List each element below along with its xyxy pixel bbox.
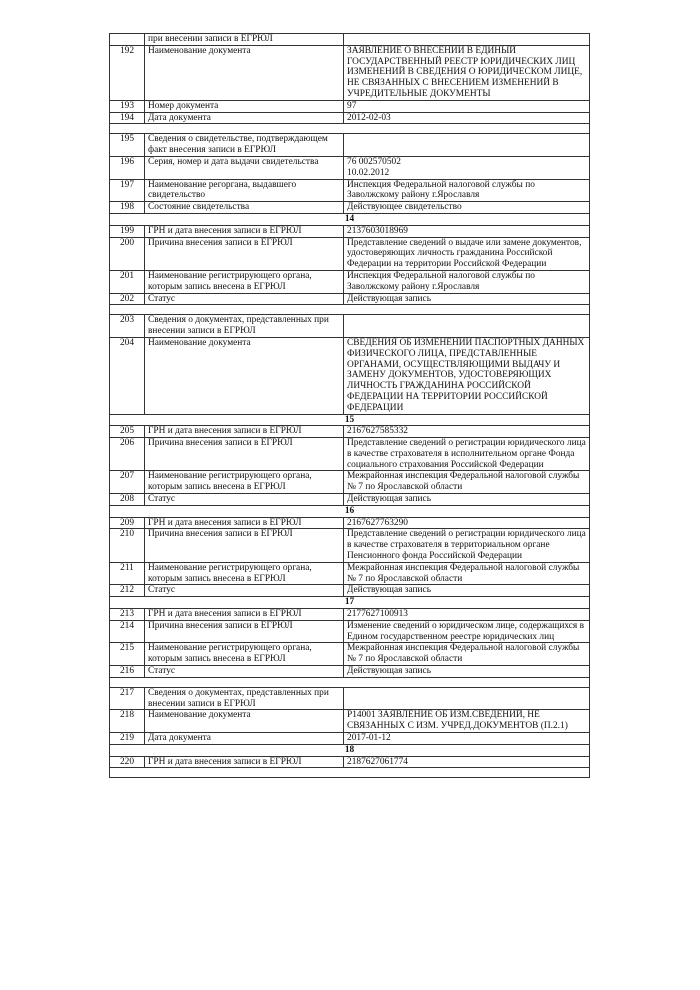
section-header-row — [110, 744, 590, 756]
field-value: Действующее свидетельство — [344, 202, 590, 214]
field-value: 2167627585332 — [344, 426, 590, 438]
section-number: 14 — [110, 213, 590, 225]
table-row — [110, 337, 590, 414]
table-row — [110, 225, 590, 237]
spacer-row — [110, 124, 590, 134]
field-label: Номер документа — [145, 100, 344, 112]
table-row — [110, 666, 590, 678]
field-label: Статус — [145, 494, 344, 506]
table-row — [110, 494, 590, 506]
table-row — [110, 45, 590, 100]
row-number: 218 — [110, 710, 145, 733]
field-value: Инспекция Федеральной налоговой службы по Заволжскому району г.Ярославля — [344, 179, 590, 202]
empty-cell — [110, 768, 145, 778]
table-row — [110, 237, 590, 270]
field-label: Сведения о документах, представленных при внесении записи в ЕГРЮЛ — [145, 687, 344, 710]
field-label: Сведения о документах, представленных при внесении записи в ЕГРЮЛ — [145, 315, 344, 338]
table-row — [110, 315, 590, 338]
table-row — [110, 529, 590, 562]
row-number: 202 — [110, 293, 145, 305]
row-number: 194 — [110, 112, 145, 124]
field-value: 2177627100913 — [344, 609, 590, 621]
field-value — [344, 34, 590, 46]
field-label: Статус — [145, 585, 344, 597]
field-label: Причина внесения записи в ЕГРЮЛ — [145, 529, 344, 562]
section-header-row — [110, 414, 590, 426]
empty-cell — [344, 305, 590, 315]
field-value — [344, 687, 590, 710]
table-row — [110, 517, 590, 529]
row-number: 211 — [110, 562, 145, 585]
field-label: Дата документа — [145, 112, 344, 124]
empty-cell — [145, 677, 344, 687]
spacer-row — [110, 677, 590, 687]
field-label: ГРН и дата внесения записи в ЕГРЮЛ — [145, 756, 344, 768]
field-label: Наименование регоргана, выдавшего свидетельство — [145, 179, 344, 202]
row-number: 212 — [110, 585, 145, 597]
table-row — [110, 202, 590, 214]
field-label: Причина внесения записи в ЕГРЮЛ — [145, 438, 344, 471]
field-label: Наименование документа — [145, 710, 344, 733]
table-body — [110, 34, 590, 778]
field-label: при внесении записи в ЕГРЮЛ — [145, 34, 344, 46]
field-label: Серия, номер и дата выдачи свидетельства — [145, 156, 344, 179]
field-label: Причина внесения записи в ЕГРЮЛ — [145, 620, 344, 643]
row-number: 203 — [110, 315, 145, 338]
row-number: 207 — [110, 471, 145, 494]
table-row — [110, 134, 590, 157]
field-value: Межрайонная инспекция Федеральной налоговой службы № 7 по Ярославской области — [344, 643, 590, 666]
row-number: 209 — [110, 517, 145, 529]
table-row — [110, 293, 590, 305]
field-label: Причина внесения записи в ЕГРЮЛ — [145, 237, 344, 270]
row-number: 219 — [110, 733, 145, 745]
field-label: ГРН и дата внесения записи в ЕГРЮЛ — [145, 609, 344, 621]
empty-cell — [145, 305, 344, 315]
table-row — [110, 585, 590, 597]
table-row — [110, 643, 590, 666]
table-row — [110, 426, 590, 438]
field-value: Представление сведений о выдаче или замене документов, удостоверяющих личность гражданина Российской Федерации на территории Российской Федерации — [344, 237, 590, 270]
row-number: 204 — [110, 337, 145, 414]
table-row — [110, 756, 590, 768]
field-label: Статус — [145, 666, 344, 678]
section-number: 18 — [110, 744, 590, 756]
field-label: Статус — [145, 293, 344, 305]
field-value: Представление сведений о регистрации юридического лица в качестве страхователя в территориальном органе Пенсионного фонда Российской Федерации — [344, 529, 590, 562]
field-label: Наименование документа — [145, 337, 344, 414]
field-label: Состояние свидетельства — [145, 202, 344, 214]
empty-cell — [344, 677, 590, 687]
field-value: Изменение сведений о юридическом лице, содержащихся в Едином государственном реестре юридических лиц — [344, 620, 590, 643]
row-number: 193 — [110, 100, 145, 112]
row-number: 192 — [110, 45, 145, 100]
table-row — [110, 471, 590, 494]
field-value: Представление сведений о регистрации юридического лица в качестве страхователя в исполнительном органе Фонда социального страхования Российской Федерации — [344, 438, 590, 471]
section-number: 17 — [110, 597, 590, 609]
row-number: 196 — [110, 156, 145, 179]
row-number: 208 — [110, 494, 145, 506]
empty-cell — [110, 124, 145, 134]
row-number: 215 — [110, 643, 145, 666]
field-label: ГРН и дата внесения записи в ЕГРЮЛ — [145, 517, 344, 529]
field-value: Межрайонная инспекция Федеральной налоговой службы № 7 по Ярославской области — [344, 562, 590, 585]
row-number: 205 — [110, 426, 145, 438]
field-value: Действующая запись — [344, 494, 590, 506]
row-number: 200 — [110, 237, 145, 270]
field-value: Действующая запись — [344, 666, 590, 678]
table-row — [110, 270, 590, 293]
empty-cell — [145, 124, 344, 134]
table-row — [110, 34, 590, 46]
field-label: Наименование документа — [145, 45, 344, 100]
row-number: 206 — [110, 438, 145, 471]
field-value: СВЕДЕНИЯ ОБ ИЗМЕНЕНИИ ПАСПОРТНЫХ ДАННЫХ ФИЗИЧЕСКОГО ЛИЦА, ПРЕДСТАВЛЕННЫЕ ОРГАНАМИ, ОСУЩЕСТВЛЯЮЩИМИ ВЫДАЧУ И ЗАМЕНУ ДОКУМЕНТОВ, УДОСТОВЕРЯЮЩИХ ЛИЧНОСТЬ ГРАЖДАНИНА РОССИЙСКОЙ ФЕДЕРАЦИИ НА ТЕРРИТОРИИ РОССИЙСКОЙ ФЕДЕРАЦИИ — [344, 337, 590, 414]
row-number: 213 — [110, 609, 145, 621]
row-number: 201 — [110, 270, 145, 293]
field-value: 76 002570502 10.02.2012 — [344, 156, 590, 179]
row-number: 195 — [110, 134, 145, 157]
table-row — [110, 438, 590, 471]
empty-cell — [344, 768, 590, 778]
row-number: 198 — [110, 202, 145, 214]
field-value: ЗАЯВЛЕНИЕ О ВНЕСЕНИИ В ЕДИНЫЙ ГОСУДАРСТВЕННЫЙ РЕЕСТР ЮРИДИЧЕСКИХ ЛИЦ ИЗМЕНЕНИЙ В СВЕДЕНИЯ О ЮРИДИЧЕСКОМ ЛИЦЕ, НЕ СВЯЗАННЫХ С ВНЕСЕНИЕМ ИЗМЕНЕНИЙ В УЧРЕДИТЕЛЬНЫЕ ДОКУМЕНТЫ — [344, 45, 590, 100]
table-row — [110, 562, 590, 585]
field-value: 2187627061774 — [344, 756, 590, 768]
field-value: Действующая запись — [344, 293, 590, 305]
field-value: 2017-01-12 — [344, 733, 590, 745]
spacer-row — [110, 768, 590, 778]
row-number: 199 — [110, 225, 145, 237]
row-number: 210 — [110, 529, 145, 562]
section-header-row — [110, 505, 590, 517]
field-label: ГРН и дата внесения записи в ЕГРЮЛ — [145, 426, 344, 438]
field-value: Межрайонная инспекция Федеральной налоговой службы № 7 по Ярославской области — [344, 471, 590, 494]
row-number: 214 — [110, 620, 145, 643]
field-value: 2167627763290 — [344, 517, 590, 529]
field-value: Инспекция Федеральной налоговой службы по Заволжскому району г.Ярославля — [344, 270, 590, 293]
table-row — [110, 100, 590, 112]
section-header-row — [110, 597, 590, 609]
row-number: 216 — [110, 666, 145, 678]
field-label: Наименование регистрирующего органа, которым запись внесена в ЕГРЮЛ — [145, 643, 344, 666]
section-number: 16 — [110, 505, 590, 517]
spacer-row — [110, 305, 590, 315]
table-row — [110, 620, 590, 643]
row-number: 217 — [110, 687, 145, 710]
field-label: ГРН и дата внесения записи в ЕГРЮЛ — [145, 225, 344, 237]
field-label: Наименование регистрирующего органа, которым запись внесена в ЕГРЮЛ — [145, 562, 344, 585]
field-label: Наименование регистрирующего органа, которым запись внесена в ЕГРЮЛ — [145, 270, 344, 293]
field-label: Сведения о свидетельстве, подтверждающем факт внесения записи в ЕГРЮЛ — [145, 134, 344, 157]
table-row — [110, 112, 590, 124]
table-row — [110, 733, 590, 745]
field-label: Дата документа — [145, 733, 344, 745]
field-value — [344, 315, 590, 338]
egrul-extract-table — [109, 33, 590, 778]
empty-cell — [344, 124, 590, 134]
empty-cell — [110, 677, 145, 687]
table-row — [110, 609, 590, 621]
section-number: 15 — [110, 414, 590, 426]
empty-cell — [145, 768, 344, 778]
field-value: Действующая запись — [344, 585, 590, 597]
table-row — [110, 156, 590, 179]
empty-cell — [110, 305, 145, 315]
section-header-row — [110, 213, 590, 225]
table-row — [110, 687, 590, 710]
field-label: Наименование регистрирующего органа, которым запись внесена в ЕГРЮЛ — [145, 471, 344, 494]
field-value: 97 — [344, 100, 590, 112]
table-row — [110, 710, 590, 733]
field-value — [344, 134, 590, 157]
field-value: Р14001 ЗАЯВЛЕНИЕ ОБ ИЗМ.СВЕДЕНИЙ, НЕ СВЯЗАННЫХ С ИЗМ. УЧРЕД.ДОКУМЕНТОВ (П.2.1) — [344, 710, 590, 733]
row-number — [110, 34, 145, 46]
field-value: 2012-02-03 — [344, 112, 590, 124]
table-row — [110, 179, 590, 202]
row-number: 220 — [110, 756, 145, 768]
field-value: 2137603018969 — [344, 225, 590, 237]
row-number: 197 — [110, 179, 145, 202]
